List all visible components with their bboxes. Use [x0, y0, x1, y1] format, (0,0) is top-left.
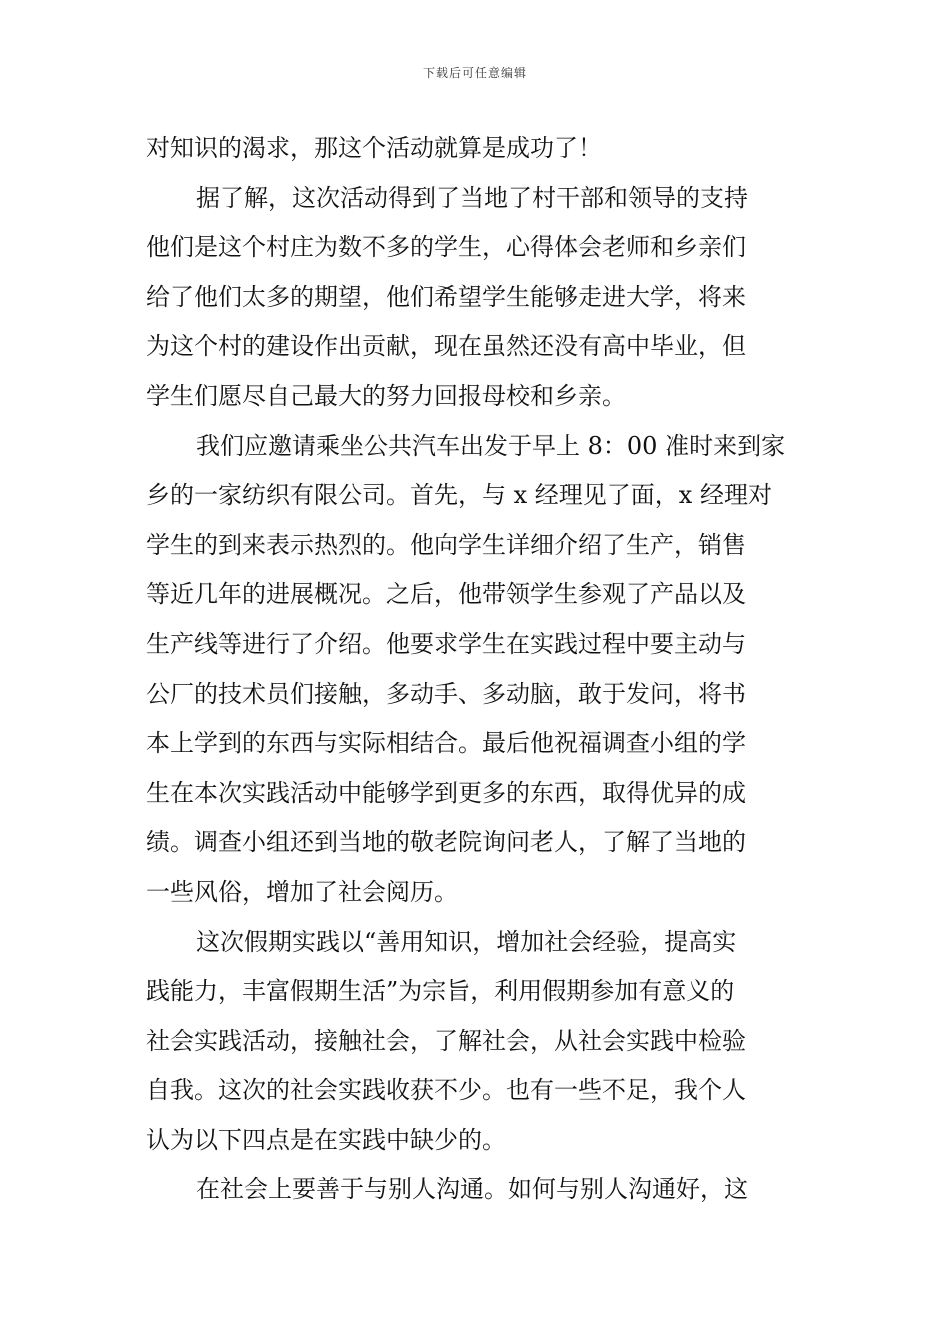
text-line: 生在本次实践活动中能够学到更多的东西，取得优异的成: [146, 778, 746, 807]
text-line: 乡的一家纺织有限公司。首先，与 x 经理见了面，x 经理对: [146, 481, 772, 510]
text-line: 学生的到来表示热烈的。他向学生详细介绍了生产，销售: [146, 530, 746, 559]
text-line: 本上学到的东西与实际相结合。最后他祝福调查小组的学: [146, 729, 746, 758]
text-line: 给了他们太多的期望，他们希望学生能够走进大学，将来: [146, 282, 746, 311]
text-line: 一些风俗，增加了社会阅历。: [146, 877, 458, 906]
text-line: 学生们愿尽自己最大的努力回报母校和乡亲。: [146, 381, 626, 410]
text-line: 在社会上要善于与别人沟通。如何与别人沟通好，这: [196, 1175, 748, 1204]
text-line: 我们应邀请乘坐公共汽车出发于早上 8：00 准时来到家: [196, 431, 786, 460]
paragraph-3: [146, 422, 808, 918]
text-line: 对知识的渴求，那这个活动就算是成功了！: [146, 134, 602, 162]
text-line: 等近几年的进展概况。之后，他带领学生参观了产品以及: [146, 580, 746, 609]
text-line: 他们是这个村庄为数不多的学生，心得体会老师和乡亲们: [146, 233, 746, 262]
document-body: [146, 124, 808, 1215]
page-header: 下载后可任意编辑: [422, 66, 527, 80]
text-line: 认为以下四点是在实践中缺少的。: [146, 1125, 506, 1154]
paragraph-5: [146, 1165, 808, 1215]
paragraph-2: [146, 174, 808, 422]
text-line: 社会实践活动，接触社会，了解社会，从社会实践中检验: [146, 1026, 746, 1055]
text-line: 自我。这次的社会实践收获不少。也有一些不足，我个人: [146, 1076, 746, 1105]
text-line: 生产线等进行了介绍。他要求学生在实践过程中要主动与: [146, 629, 746, 658]
paragraph-1: [146, 124, 808, 174]
text-line: 践能力，丰富假期生活”为宗旨，利用假期参加有意义的: [146, 977, 735, 1006]
text-line: 绩。调查小组还到当地的敬老院询问老人，了解了当地的: [146, 828, 746, 857]
paragraph-4: [146, 918, 808, 1166]
text-line: 为这个村的建设作出贡献，现在虽然还没有高中毕业，但: [146, 332, 746, 361]
text-line: 公厂的技术员们接触，多动手、多动脑，敢于发问，将书: [146, 679, 746, 708]
text-line: 这次假期实践以“善用知识，增加社会经验，提高实: [196, 927, 737, 956]
text-line: 据了解，这次活动得到了当地了村干部和领导的支持: [196, 183, 748, 212]
